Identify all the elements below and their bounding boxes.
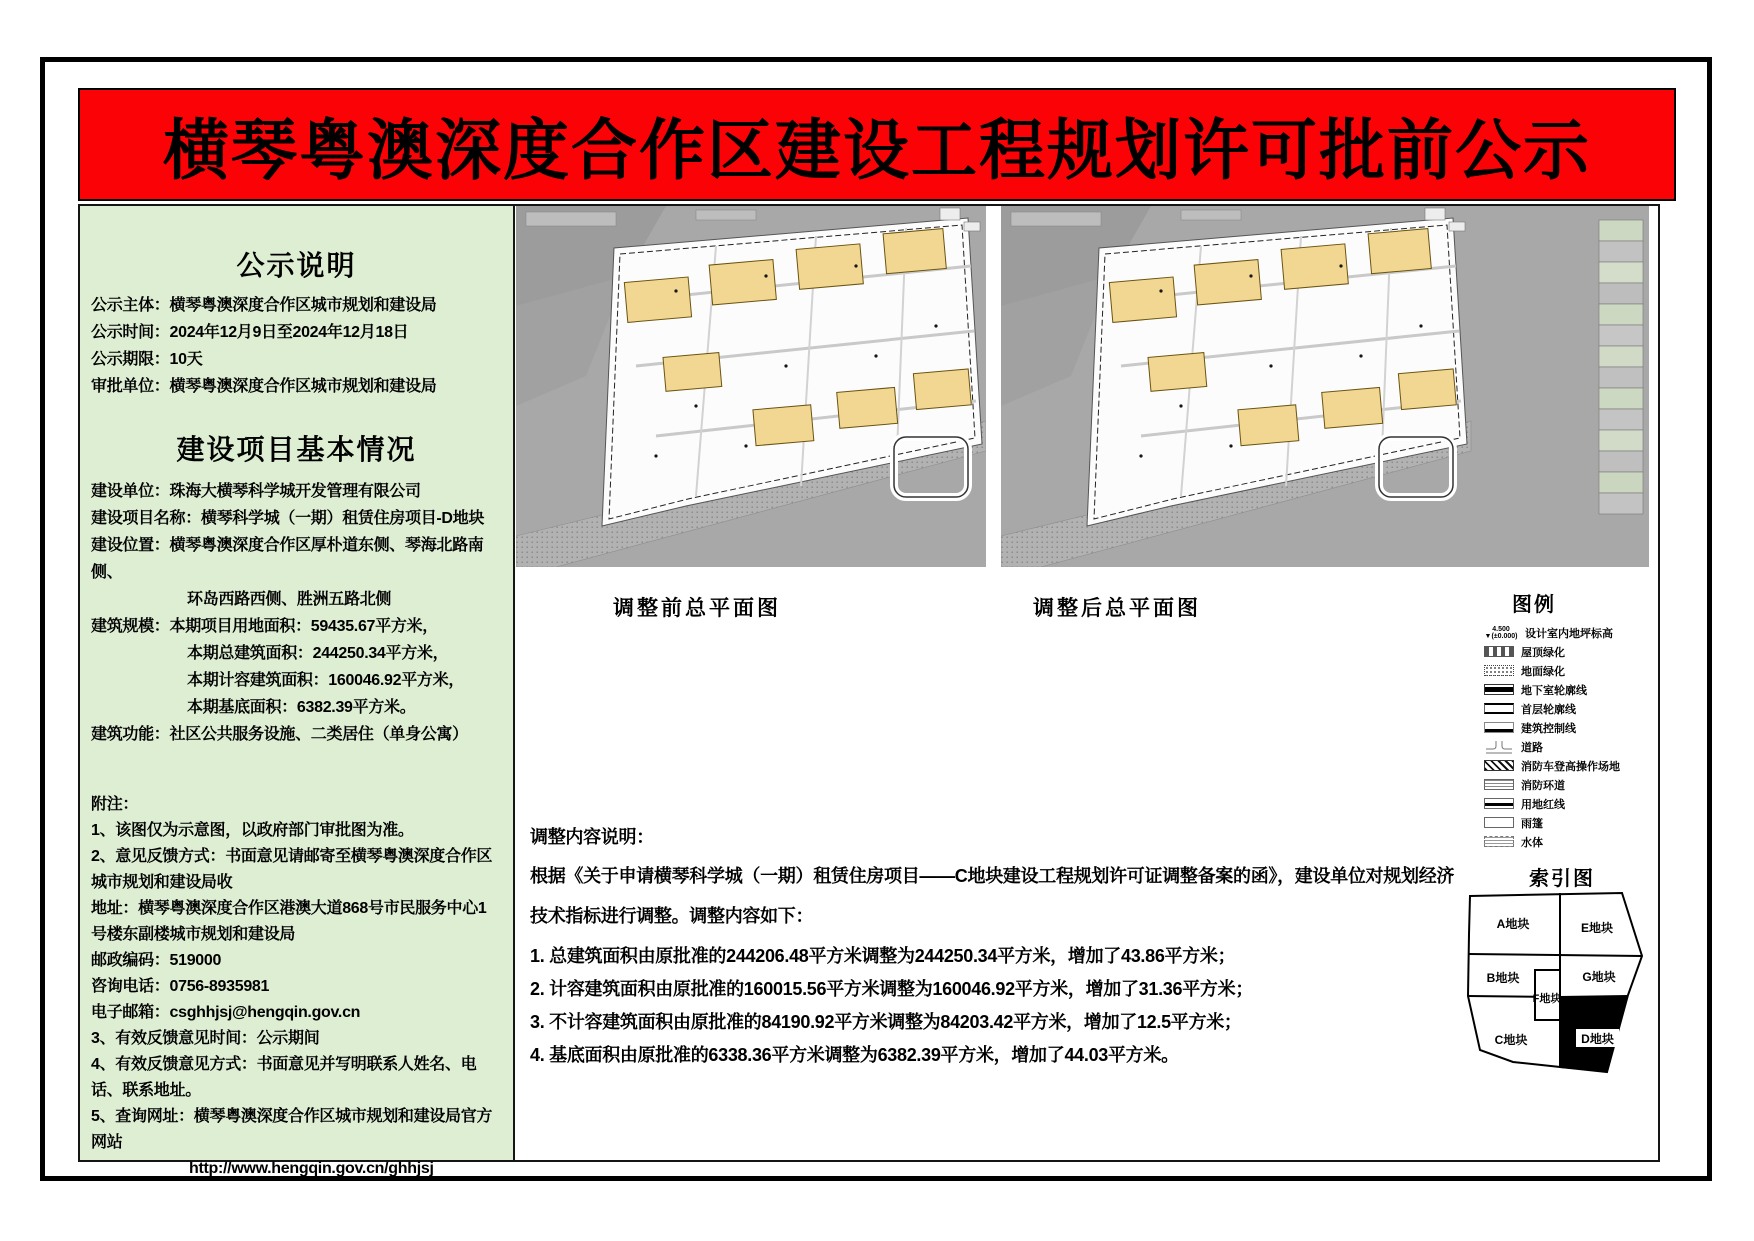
project-line: 本期基底面积：6382.39平方米。 xyxy=(187,699,416,716)
legend-item xyxy=(1484,756,1658,775)
project-line: 建设项目名称：横琴科学城（一期）租赁住房项目-D地块 xyxy=(91,510,485,527)
note-line: 3、有效反馈意见时间：公示期间 xyxy=(91,1030,320,1047)
water-swatch-icon xyxy=(1484,836,1514,847)
legend-item xyxy=(1484,699,1658,718)
legend xyxy=(1484,588,1658,851)
adjustment-item: 1. 总建筑面积由原批准的244206.48平方米调整为244250.34平方米，增加了43.86平方米； xyxy=(530,946,1236,966)
legend-item xyxy=(1484,680,1658,699)
parcel-f-label: F地块 xyxy=(1532,993,1562,1005)
parcel-e-label: E地块 xyxy=(1580,921,1614,935)
title-banner xyxy=(78,88,1676,201)
legend-item xyxy=(1484,737,1658,756)
legend-label: 首层轮廓线 xyxy=(1521,703,1576,716)
legend-label: 消防车登高操作场地 xyxy=(1521,760,1620,773)
note-line: 地址：横琴粤澳深度合作区港澳大道868号市民服务中心1号楼东副楼城市规划和建设局 xyxy=(91,900,487,943)
legend-item xyxy=(1484,775,1658,794)
index-map xyxy=(1456,888,1656,1080)
siteplan-before-image xyxy=(516,206,986,567)
legend-label: 地下室轮廓线 xyxy=(1521,684,1587,697)
legend-label: 雨篷 xyxy=(1521,817,1543,830)
legend-item xyxy=(1484,794,1658,813)
legend-label: 地面绿化 xyxy=(1521,665,1565,678)
project-line: 建筑规模：本期项目用地面积：59435.67平方米， xyxy=(91,618,438,635)
project-info-heading: 建设项目基本情况 xyxy=(176,434,417,465)
canopy-swatch-icon xyxy=(1484,817,1514,828)
note-line: 4、有效反馈意见方式：书面意见并写明联系人姓名、电话、联系地址。 xyxy=(91,1056,477,1099)
index-map-title: 索引图 xyxy=(1529,868,1595,890)
project-line: 本期总建筑面积：244250.34平方米， xyxy=(187,645,449,662)
note-line-url: http://www.hengqin.gov.cn/ghhjsj xyxy=(189,1160,434,1177)
notice-field: 公示时间：2024年12月9日至2024年12月18日 xyxy=(91,324,409,341)
adjustment-item: 3. 不计容建筑面积由原批准的84190.92平方米调整为84203.42平方米，增加了12.5平方米； xyxy=(530,1012,1242,1032)
info-panel xyxy=(78,204,515,1177)
building-control-line-swatch-icon xyxy=(1484,722,1514,733)
parcel-a-label: A地块 xyxy=(1496,917,1530,931)
legend-title: 图例 xyxy=(1512,594,1556,616)
legend-label: 建筑控制线 xyxy=(1521,722,1576,735)
notice-field: 公示主体：横琴粤澳深度合作区城市规划和建设局 xyxy=(91,297,437,314)
notice-info-heading: 公示说明 xyxy=(236,250,357,281)
legend-item xyxy=(1484,718,1658,737)
land-redline-swatch-icon xyxy=(1484,798,1514,809)
legend-item xyxy=(1484,661,1658,680)
note-line: 2、意见反馈方式：书面意见请邮寄至横琴粤澳深度合作区城市规划和建设局收 xyxy=(91,848,493,891)
basement-outline-swatch-icon xyxy=(1484,684,1514,695)
notice-field: 审批单位：横琴粤澳深度合作区城市规划和建设局 xyxy=(91,378,437,395)
adjustment-item: 2. 计容建筑面积由原批准的160015.56平方米调整为160046.92平方米，增加了31.36平方米； xyxy=(530,979,1254,999)
note-line: 邮政编码：519000 xyxy=(91,952,222,969)
parcel-b-label: B地块 xyxy=(1486,971,1520,985)
note-line-email: 电子邮箱：csghhjsj@hengqin.gov.cn xyxy=(91,1004,361,1021)
adjustment-items xyxy=(530,940,1462,1072)
legend-label: 屋顶绿化 xyxy=(1521,646,1565,659)
page-title: 横琴粤澳深度合作区建设工程规划许可批前公示 xyxy=(163,113,1591,187)
legend-label: 消防环道 xyxy=(1521,779,1565,792)
elevation-mark-icon: 4.500 ▼(±0.000) xyxy=(1484,625,1518,640)
project-info-lines xyxy=(91,478,502,748)
fire-ring-road-swatch-icon xyxy=(1484,779,1514,790)
notice-info-fields xyxy=(91,292,502,400)
legend-label: 设计室内地坪标高 xyxy=(1525,627,1613,640)
parcel-g-label: G地块 xyxy=(1582,970,1616,984)
adjustment-block xyxy=(530,822,1462,1072)
note-line: 咨询电话：0756-8935981 xyxy=(91,978,270,995)
project-line: 建设单位：珠海大横琴科学城开发管理有限公司 xyxy=(91,483,421,500)
project-line: 环岛西路西侧、胜洲五路北侧 xyxy=(187,591,392,608)
adjustment-item: 4. 基底面积由原批准的6338.36平方米调整为6382.39平方米，增加了44.03平方米。 xyxy=(530,1045,1179,1065)
note-line: 1、该图仅为示意图，以政府部门审批图为准。 xyxy=(91,822,414,839)
fire-truck-area-swatch-icon xyxy=(1484,760,1514,771)
legend-item xyxy=(1484,623,1658,642)
project-line: 建设位置：横琴粤澳深度合作区厚朴道东侧、琴海北路南侧、 xyxy=(91,537,484,581)
project-line: 本期计容建筑面积：160046.92平方米， xyxy=(187,672,465,689)
ground-green-swatch-icon xyxy=(1484,665,1514,676)
caption-before-plan: 调整前总平面图 xyxy=(613,597,781,620)
project-line: 建筑功能：社区公共服务设施、二类居住（单身公寓） xyxy=(91,726,468,743)
legend-item xyxy=(1484,642,1658,661)
legend-label: 水体 xyxy=(1521,836,1543,849)
road-glyph-icon xyxy=(1484,741,1514,752)
siteplan-after-image xyxy=(1001,206,1649,567)
legend-item xyxy=(1484,813,1658,832)
note-line: 5、查询网址：横琴粤澳深度合作区城市规划和建设局官方网站 xyxy=(91,1108,493,1151)
adjustment-heading: 调整内容说明： xyxy=(530,827,654,847)
parcel-d-label: D地块 xyxy=(1581,1032,1614,1046)
adjustment-paragraph: 根据《关于申请横琴科学城（一期）租赁住房项目——C地块建设工程规划许可证调整备案的函》，建设单位对规划经济技术指标进行调整。调整内容如下： xyxy=(530,866,1455,926)
legend-label: 道路 xyxy=(1521,741,1543,754)
roof-green-swatch-icon xyxy=(1484,646,1514,657)
notice-field: 公示期限：10天 xyxy=(91,351,203,368)
first-floor-outline-swatch-icon xyxy=(1484,703,1514,714)
legend-label: 用地红线 xyxy=(1521,798,1565,811)
parcel-c-label: C地块 xyxy=(1494,1033,1528,1047)
caption-after-plan: 调整后总平面图 xyxy=(1033,597,1201,620)
legend-item xyxy=(1484,832,1658,851)
notes-heading: 附注： xyxy=(91,796,139,813)
notes-block xyxy=(91,792,502,1182)
